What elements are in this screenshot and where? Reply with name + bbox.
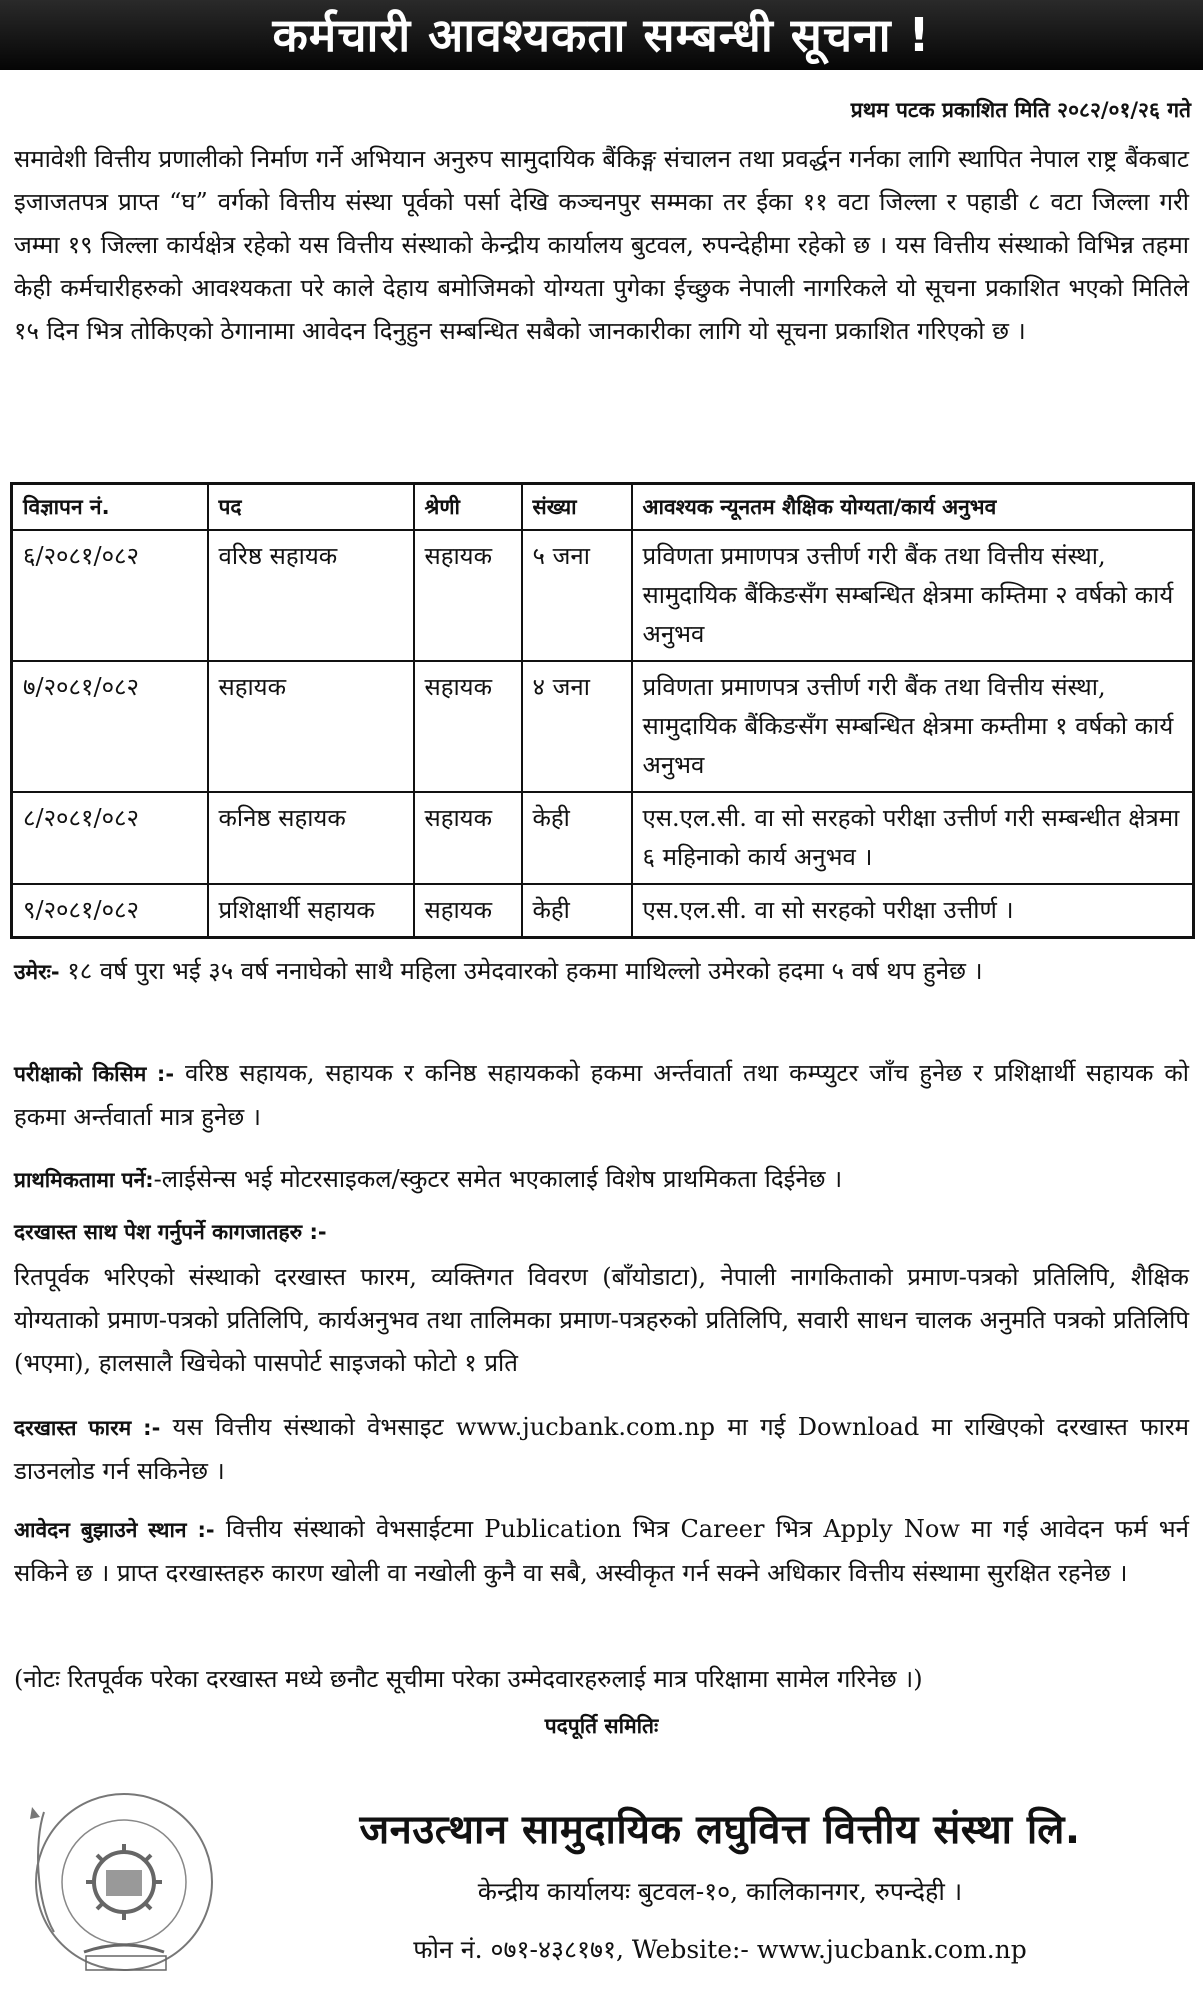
organization-logo [14, 1782, 224, 1980]
cell-count: ४ जना [522, 661, 632, 792]
table-header-row [12, 484, 1194, 531]
submit-section [14, 1508, 1189, 1595]
submit-label: आवेदन बुझाउने स्थान :- [14, 1518, 215, 1542]
cell-level: सहायक [414, 661, 522, 792]
priority-label: प्राथमिकतामा पर्ने: [14, 1168, 154, 1192]
form-label: दरखास्त फारम :- [14, 1416, 161, 1440]
cell-level: सहायक [414, 884, 522, 938]
cell-post: सहायक [208, 661, 414, 792]
cell-count: ५ जना [522, 530, 632, 661]
cell-post: वरिष्ठ सहायक [208, 530, 414, 661]
cell-ad-no: ६/२०८१/०८२ [12, 530, 208, 661]
documents-heading [14, 1210, 1189, 1254]
cell-ad-no: ७/२०८१/०८२ [12, 661, 208, 792]
priority-text: -लाईसेन्स भई मोटरसाइकल/स्कुटर समेत भएकालाई विशेष प्राथमिकता दिईनेछ । [153, 1165, 843, 1193]
cell-qualification: प्रविणता प्रमाणपत्र उत्तीर्ण गरी बैंक तथा वित्तीय संस्था, सामुदायिक बैंकिङसँग सम्बन्धित क्षेत्रमा कम्तीमा १ वर्षको कार्य अनुभव [632, 661, 1194, 792]
logo-emblem-icon [14, 1782, 224, 1980]
cell-qualification: एस.एल.सी. वा सो सरहको परीक्षा उत्तीर्ण गरी सम्बन्धीत क्षेत्रमा ६ महिनाको कार्य अनुभव । [632, 792, 1194, 884]
exam-label: परीक्षाको किसिम :- [14, 1062, 175, 1086]
table-row [12, 530, 1194, 661]
table-row [12, 792, 1194, 884]
cell-level: सहायक [414, 792, 522, 884]
contact-info: फोन नं. ०७१-४३८१७१, Website:- www.jucbank.com.np [413, 1935, 1027, 1964]
vacancy-table [10, 482, 1195, 939]
col-header-count: संख्या [522, 484, 632, 531]
documents-text: रितपूर्वक भरिएको संस्थाको दरखास्त फारम, व्यक्तिगत विवरण (बाँयोडाटा), नेपाली नागकिताको प्रमाण-पत्रको प्रतिलिपि, शैक्षिक योग्यताको प्रमाण-पत्रको प्रतिलिपि, कार्यअनुभव तथा तालिमका प्रमाण-पत्रहरुको प्रतिलिपि, सवारी साधन चालक अनुमति पत्रको प्रतिलिपि (भएमा), हालसालै खिचेको पासपोर्ट साइजको फोटो १ प्रति [14, 1263, 1189, 1377]
col-header-level: श्रेणी [414, 484, 522, 531]
col-header-ad-no: विज्ञापन नं. [12, 484, 208, 531]
cell-ad-no: ८/२०८१/०८२ [12, 792, 208, 884]
organization-name: जनउत्थान सामुदायिक लघुवित्त वित्तीय संस्था लि. [359, 1807, 1081, 1853]
table-row [12, 884, 1194, 938]
cell-level: सहायक [414, 530, 522, 661]
form-text: यस वित्तीय संस्थाको वेभसाइट www.jucbank.com.np मा गई Download मा राखिएको दरखास्त फारम डाउनलोड गर्न सकिनेछ । [14, 1413, 1189, 1485]
title-banner [0, 0, 1203, 70]
intro-paragraph: समावेशी वित्तीय प्रणालीको निर्माण गर्ने अभियान अनुरुप सामुदायिक बैंकिङ्ग संचालन तथा प्रवर्द्धन गर्नका लागि स्थापित नेपाल राष्ट्र बैंकबाट इजाजतपत्र प्राप्त “घ” वर्गको वित्तीय संस्था पूर्वको पर्सा देखि कञ्चनपुर सम्मका तर ईका ११ वटा जिल्ला र पहाडी ८ वटा जिल्ला गरी जम्मा १९ जिल्ला कार्यक्षेत्र रहेको यस वित्तीय संस्थाको केन्द्रीय कार्यालय बुटवल, रुपन्देहीमा रहेको छ । यस वित्तीय संस्थाको विभिन्न तहमा केही कर्मचारीहरुको आवश्यकता परे काले देहाय बमोजिमको योग्यता पुगेका ईच्छुक नेपाली नागरिकले यो सूचना प्रकाशित भएको मितिले १५ दिन भित्र तोकिएको ठेगानामा आवेदन दिनुहुन सम्बन्धित सबैको जानकारीका लागि यो सूचना प्रकाशित गरिएको छ । [14, 145, 1189, 345]
note-text: (नोटः रितपूर्वक परेका दरखास्त मध्ये छनौट सूचीमा परेका उम्मेदवारहरुलाई मात्र परिक्षामा सामेल गरिनेछ ।) [14, 1665, 923, 1693]
table-row [12, 661, 1194, 792]
form-section [14, 1406, 1189, 1493]
age-text: १८ वर्ष पुरा भई ३५ वर्ष ननाघेको साथै महिला उमेदवारको हकमा माथिल्लो उमेरको हदमा ५ वर्ष थप हुनेछ । [59, 957, 983, 985]
age-label: उमेरः- [14, 960, 60, 984]
cell-post: कनिष्ठ सहायक [208, 792, 414, 884]
exam-text: वरिष्ठ सहायक, सहायक र कनिष्ठ सहायकको हकमा अर्न्तवार्ता तथा कम्प्युटर जाँच हुनेछ र प्रशिक्षार्थी सहायक को हकमा अर्न्तवार्ता मात्र हुनेछ । [14, 1059, 1190, 1131]
col-header-qualification: आवश्यक न्यूनतम शैक्षिक योग्यता/कार्य अनुभव [632, 484, 1194, 531]
office-address: केन्द्रीय कार्यालयः बुटवल-१०, कालिकानगर, रुपन्देही । [477, 1877, 963, 1906]
exam-section [14, 1052, 1189, 1139]
priority-section [14, 1158, 1189, 1202]
cell-ad-no: ९/२०८१/०८२ [12, 884, 208, 938]
submit-text: वित्तीय संस्थाको वेभसाईटमा Publication भित्र Career भित्र Apply Now मा गई आवेदन फर्म भर्न सकिने छ । प्राप्त दरखास्तहरु कारण खोली वा नखोली कुनै वा सबै, अस्वीकृत गर्न सक्ने अधिकार वित्तीय संस्थामा सुरक्षित रहनेछ । [14, 1515, 1189, 1587]
committee-label: पदपूर्ति समितिः [544, 1714, 659, 1738]
published-date: प्रथम पटक प्रकाशित मिति २०८२/०१/२६ गते [850, 98, 1191, 122]
cell-qualification: प्रविणता प्रमाणपत्र उत्तीर्ण गरी बैंक तथा वित्तीय संस्था, सामुदायिक बैंकिङसँग सम्बन्धित क्षेत्रमा कम्तिमा २ वर्षको कार्य अनुभव [632, 530, 1194, 661]
col-header-post: पद [208, 484, 414, 531]
documents-label: दरखास्त साथ पेश गर्नुपर्ने कागजातहरु :- [14, 1220, 327, 1244]
cell-qualification: एस.एल.सी. वा सो सरहको परीक्षा उत्तीर्ण । [632, 884, 1194, 938]
notice-title: कर्मचारी आवश्यकता सम्बन्धी सूचना ! [272, 8, 931, 62]
cell-count: केही [522, 884, 632, 938]
cell-post: प्रशिक्षार्थी सहायक [208, 884, 414, 938]
cell-count: केही [522, 792, 632, 884]
age-section [14, 950, 1189, 994]
